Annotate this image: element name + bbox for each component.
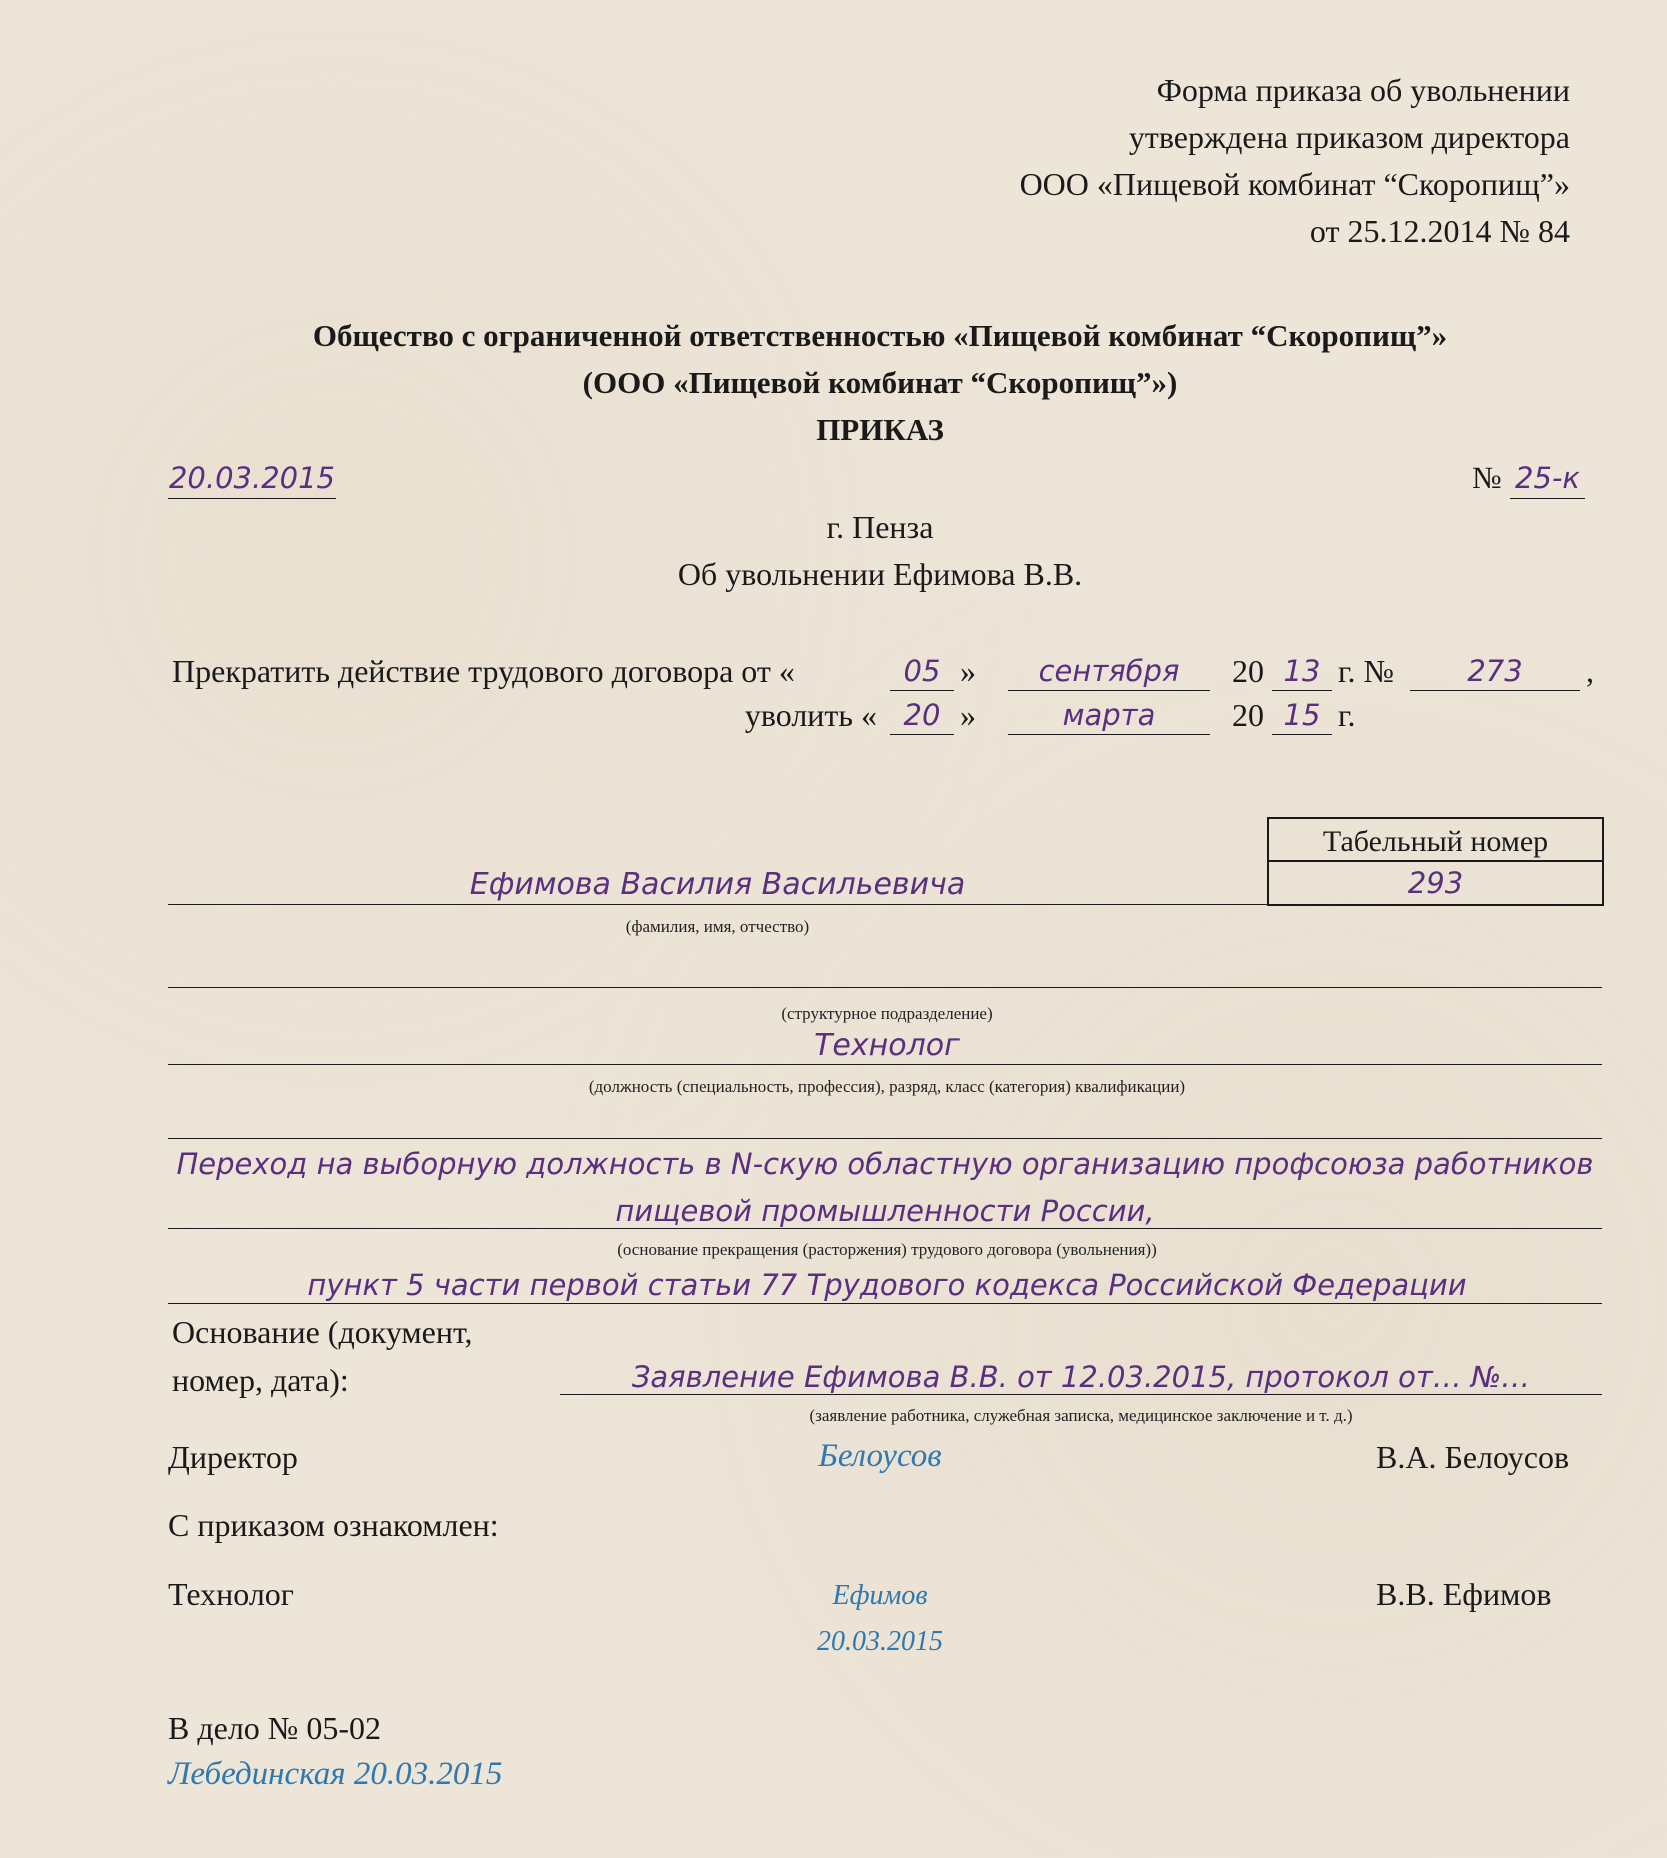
employee-signature-date: 20.03.2015 [817,1626,943,1657]
tab-number-value: 293 [1407,866,1464,900]
dismiss-close-quote: » [960,697,976,733]
page-title: ПРИКАЗ [816,412,944,447]
basis-caption: (заявление работника, служебная записка, медицинское заключение и т. д.) [809,1406,1353,1425]
org-full-name: Общество с ограниченной ответственностью «Пищевой комбинат “Скоропищ”» [312,318,1448,353]
director-name: В.А. Белоусов [1376,1439,1570,1475]
acquainted-label: С приказом ознакомлен: [168,1507,499,1543]
employee-name: Ефимова Василия Васильевича [469,867,966,902]
ground-line-2: пищевой промышленности России, [615,1194,1155,1228]
org-short-name: (ООО «Пищевой комбинат “Скоропищ”») [582,365,1178,400]
employee-name-line [168,904,1268,905]
article-line [168,1303,1602,1304]
filing-label: В дело № 05-02 [168,1710,381,1746]
approval-line-3: ООО «Пищевой комбинат “Скоропищ”» [1019,166,1570,202]
order-number: 25-к [1510,458,1585,499]
contract-day: 05 [890,652,954,691]
ground-line-1: Переход на выборную должность в N-скую областную организацию профсоюза работников [176,1147,1594,1181]
contract-comma: , [1586,653,1594,689]
filing-note: Лебединская 20.03.2015 [168,1756,503,1792]
dismiss-month: марта [1008,696,1210,735]
contract-year: 13 [1272,652,1332,691]
order-number-label: № [1472,460,1502,495]
director-label: Директор [168,1439,298,1475]
dismiss-intro: уволить « [744,697,877,733]
dismiss-year-prefix: 20 [1232,697,1264,733]
division-line [168,987,1602,988]
employee-position: Технолог [814,1028,960,1063]
employee-signature: Ефимов [832,1580,928,1611]
position-caption: (должность (специальность, профессия), разряд, класс (категория) квалификации) [588,1077,1186,1096]
contract-year-prefix: 20 [1232,653,1264,689]
tab-number-table [1267,817,1604,906]
ground-empty-line [168,1138,1602,1139]
order-subject: Об увольнении Ефимова В.В. [677,556,1083,592]
order-date: 20.03.2015 [168,458,336,499]
employee-printed-name: В.В. Ефимов [1376,1576,1552,1612]
contract-month: сентября [1008,652,1210,691]
contract-number-label: г. № [1338,653,1395,689]
dismiss-year-label: г. [1338,697,1356,733]
contract-close-quote: » [960,653,976,689]
division-caption: (структурное подразделение) [781,1004,993,1023]
dismiss-day: 20 [890,696,954,735]
order-city: г. Пенза [826,509,934,545]
employee-name-caption: (фамилия, имя, отчество) [625,917,810,936]
director-signature: Белоусов [818,1438,942,1474]
tab-number-header: Табельный номер [1269,819,1602,862]
ground-article: пункт 5 части первой статьи 77 Трудового кодекса Российской Федерации [307,1268,1467,1302]
position-line [168,1064,1602,1065]
ground-caption: (основание прекращения (расторжения) трудового договора (увольнения)) [617,1240,1157,1259]
approval-line-2: утверждена приказом директора [1128,119,1570,155]
ground-line [168,1228,1602,1229]
contract-number: 273 [1410,652,1580,691]
approval-line-1: Форма приказа об увольнении [1156,72,1570,108]
employee-sign-label: Технолог [168,1576,294,1612]
basis-value: Заявление Ефимова В.В. от 12.03.2015, протокол от… №… [631,1360,1531,1394]
approval-line-4: от 25.12.2014 № 84 [1309,213,1570,249]
dismiss-year: 15 [1272,696,1332,735]
basis-label-line-1: Основание (документ, [172,1314,473,1350]
basis-label-line-2: номер, дата): [172,1362,349,1398]
contract-intro: Прекратить действие трудового договора от « [172,653,795,689]
basis-line [560,1394,1602,1395]
